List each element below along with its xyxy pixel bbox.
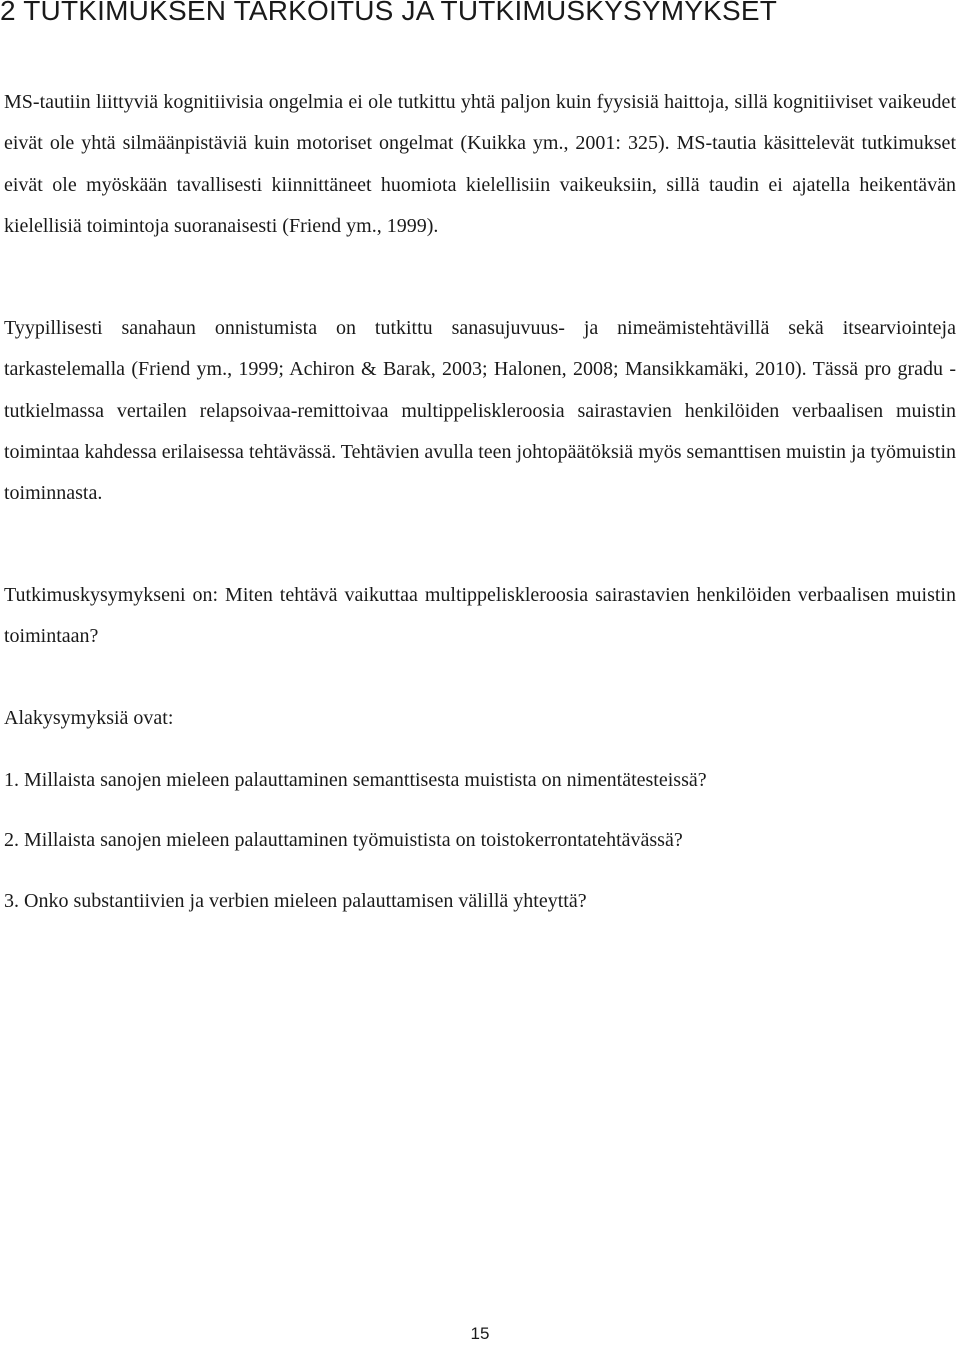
subquestion-item: 2. Millaista sanojen mieleen palauttaminen työmuistista on toistokerrontatehtävässä? <box>4 829 683 851</box>
paragraph-research-question: Tutkimuskysymykseni on: Miten tehtävä vaikuttaa multippeliskleroosia sairastavien henkilöiden verbaalisen muistin toimintaan? <box>4 584 956 648</box>
subquestion-item: 3. Onko substantiivien ja verbien mieleen palauttamisen välillä yhteyttä? <box>4 890 587 912</box>
subquestion-item: 1. Millaista sanojen mieleen palauttaminen semanttisesta muistista on nimentätesteissä? <box>4 769 707 791</box>
paragraph-ms-cognition: MS-tautiin liittyviä kognitiivisia ongelmia ei ole tutkittu yhtä paljon kuin fyysisiä haittoja, sillä kognitiiviset vaikeudet eivät ole yhtä silmäänpistäviä kuin motoriset ongelmat (Kuikka ym., 2001: 325). MS-tautia käsittelevät tutkimukset eivät ole myöskään tavallisesti kiinnittäneet huomiota kielellisiin vaikeuksiin, sillä taudin ei ajatella heikentävän kielellisiä toimintoja suoranaisesti (Friend ym., 1999). <box>4 91 956 237</box>
page-number: 15 <box>470 1324 490 1343</box>
section-heading: 2 TUTKIMUKSEN TARKOITUS JA TUTKIMUSKYSYMYKSET <box>0 0 778 26</box>
paragraph-study-aim: Tyypillisesti sanahaun onnistumista on tutkittu sanasujuvuus- ja nimeämistehtävillä sekä itsearviointeja tarkastelemalla (Friend ym., 1999; Achiron & Barak, 2003; Halonen, 2008; Mansikkamäki, 2010). Tässä pro gradu -tutkielmassa vertailen relapsoivaa-remittoivaa multippeliskleroosia sairastavien henkilöiden verbaalisen muistin toimintaa kahdessa erilaisessa tehtävässä. Tehtävien avulla teen johtopäätöksiä myös semanttisen muistin ja työmuistin toiminnasta. <box>4 317 956 505</box>
subquestions-intro: Alakysymyksiä ovat: <box>4 707 174 729</box>
